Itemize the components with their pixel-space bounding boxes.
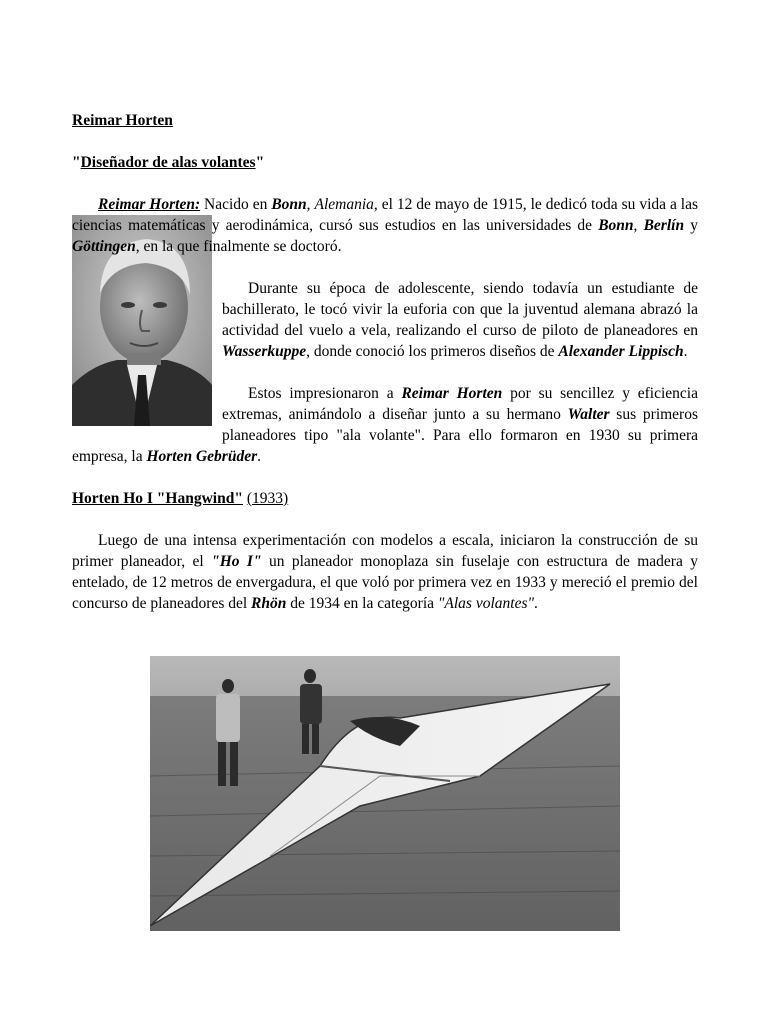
page-subtitle: "Diseñador de alas volantes" — [72, 154, 265, 171]
document-body — [72, 110, 698, 614]
glider-photo — [150, 656, 620, 931]
section-heading: Horten Ho I "Hangwind" (1933) — [72, 490, 289, 507]
subtitle-text: Diseñador de alas volantes — [80, 154, 256, 171]
name-reimar: Reimar Horten: — [98, 196, 201, 213]
page-title: Reimar Horten — [72, 112, 173, 129]
paragraph-adolescence: Durante su época de adolescente, siendo todavía un estudiante de bachillerato, le tocó vivir la euforia con que la juventud alemana abrazó la actividad del vuelo a vela, realizando el curso de piloto de planeadores en Wasserkuppe, donde conoció los primeros diseños de Alexander Lippisch. — [222, 280, 698, 360]
paragraph-intro: Reimar Horten: Nacido en Bonn, Alemania, el 12 de mayo de 1915, le dedicó toda su vida a las ciencias matemáticas y aerodinámica, cursó sus estudios en las universidades de Bonn, Berlín y Göttingen, en la que finalmente se doctoró. — [72, 196, 699, 255]
paragraph-first-gliders: Estos impresionaron a Reimar Horten por su sencillez y eficiencia extremas, animándolo a diseñar junto a su hermano Walter sus primeros planeadores tipo "ala volante". Para ello formaron en 1930 su primera empresa, la Horten Gebrüder. — [72, 385, 698, 465]
paragraph-ho-i: Luego de una intensa experimentación con modelos a escala, iniciaron la construcción de su primer planeador, el "Ho I" un planeador monoplaza sin fuselaje con estructura de madera y entelado, de 12 metros de envergadura, el que voló por primera vez en 1933 y mereció el premio del concurso de planeadores del Rhön de 1934 en la categoría "Alas volantes". — [72, 532, 698, 612]
